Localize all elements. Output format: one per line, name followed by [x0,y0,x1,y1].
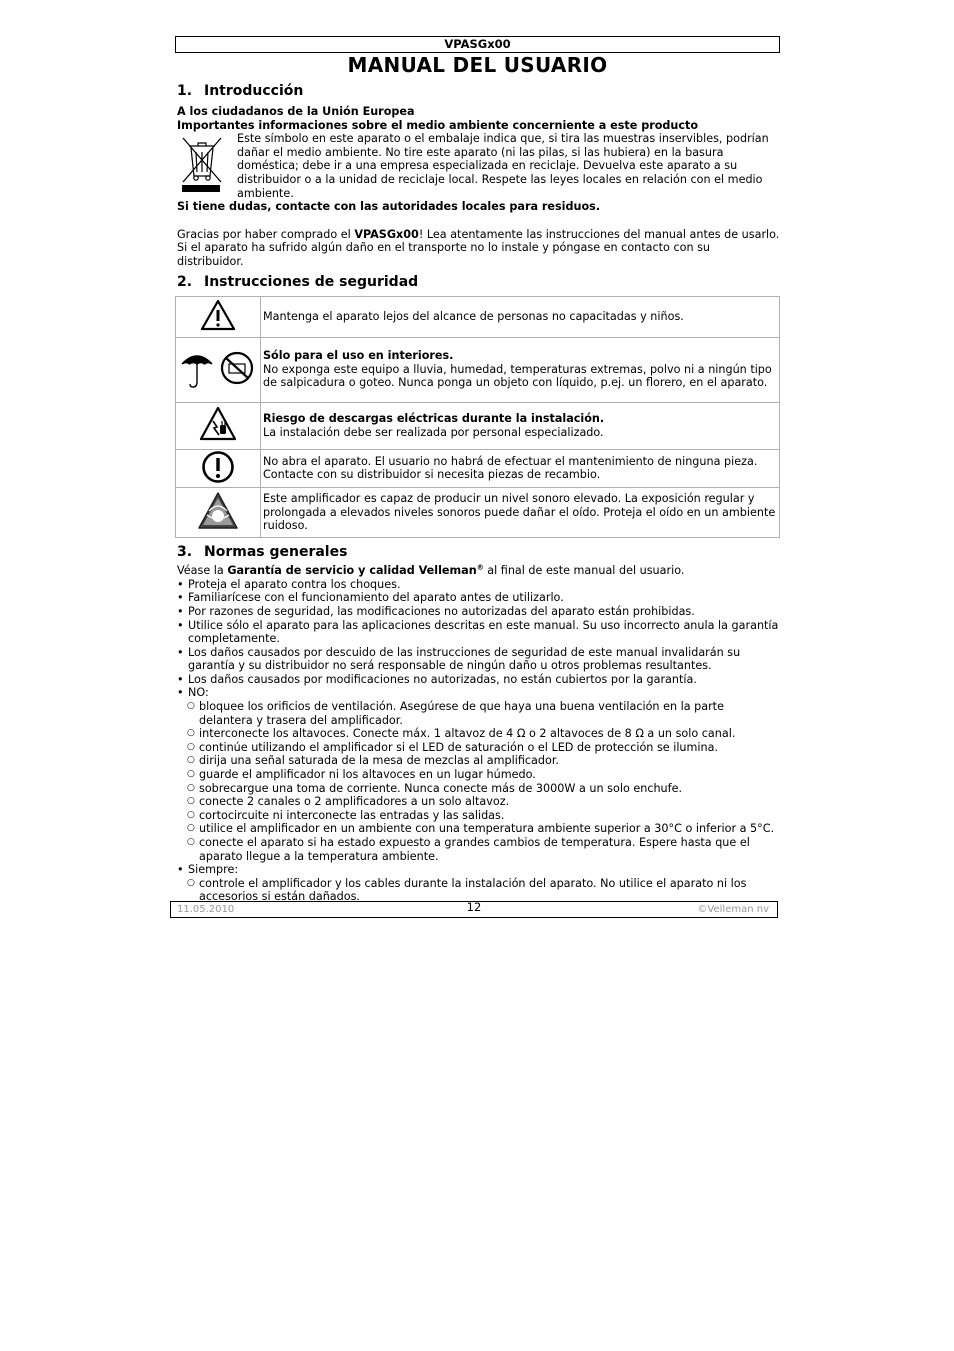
page-title: MANUAL DEL USUARIO [347,53,608,77]
weee-crossed-bin-icon [175,132,237,200]
list-item: • Los daños causados por descuido de las instrucciones de seguridad de este manual invalidarán su garantía y su distribuidor no será responsable de ningún daño u otros problemas resultantes. [175,646,780,673]
header-model: VPASGx00 [175,36,780,53]
sub-list-item: ○ bloquee los orificios de ventilación. Asegúrese de que haya una buena ventilación en la parte delantera y trasera del amplificador. [175,700,780,727]
safety-row [176,402,780,449]
list-item: • Por razones de seguridad, las modificaciones no autorizadas del aparato están prohibidas. [175,605,780,619]
exclamation-circle-icon [176,449,261,488]
safety-row [176,488,780,538]
thanks-paragraph: Gracias por haber comprado el VPASGx00! Lea atentamente las instrucciones del manual antes de usarlo. Si el aparato ha sufrido algún daño en el transporte no lo instale y póngase en contacto con su distribuidor. [177,227,780,268]
weee-text: Este símbolo en este aparato o el embalaje indica que, si tira las muestras inservibles, podrían dañar el medio ambiente. No tire este aparato (ni las pilas, si las hubiera) en la basura doméstica; debe ir a una empresa especializada en reciclaje. Devuelva este aparato a su distribuidor o a la unidad de reciclaje local. Respete las leyes locales en relación con el medio ambiente. [237,132,769,200]
sub-list-item: ○ continúe utilizando el amplificador si el LED de saturación o el LED de protección se ilumina. [175,741,780,755]
weee-block [175,132,780,200]
umbrella-no-water-icon [176,337,261,402]
list-item-always: • Siempre: ○ controle el amplificador y los cables durante la instalación del aparato. No utilice el aparato ni los accesorios si están dañados. [175,863,780,904]
eu-heading: A los ciudadanos de la Unión Europea [177,105,415,118]
list-item: • Familiarícese con el funcionamiento del aparato antes de utilizarlo. [175,591,780,605]
doubts-note: Si tiene dudas, contacte con las autoridades locales para residuos. [177,200,601,214]
general-rules-list [175,578,780,904]
sub-list-item: ○ dirija una señal saturada de la mesa de mezclas al amplificador. [175,754,780,768]
no-list [175,700,780,863]
sub-list-item: ○ interconecte los altavoces. Conecte máx. 1 altavoz de 4 Ω o 2 altavoces de 8 Ω a un solo canal. [175,727,780,741]
electric-shock-icon [176,402,261,449]
footer-copyright: ©Velleman nv [697,904,769,915]
safety-row [176,449,780,488]
safety-row [176,296,780,337]
sub-list-item: ○ sobrecargue una toma de corriente. Nunca conecte más de 3000W a un solo enchufe. [175,782,780,796]
env-heading: Importantes informaciones sobre el medio ambiente concerniente a este producto [177,118,699,132]
sub-list-item: ○ utilice el amplificador en un ambiente con una temperatura ambiente superior a 30°C o inferior a 5°C. [175,822,780,836]
safety-row-text: Este amplificador es capaz de producir un nivel sonoro elevado. La exposición regular y prolongada a elevados niveles sonoros puede dañar el oído. Proteja el oído en un ambiente ruidoso. [261,488,780,538]
section-heading-safety: 2. Instrucciones de seguridad [177,273,419,290]
safety-row-text: Sólo para el uso en interiores. No exponga este equipo a lluvia, humedad, temperaturas extremas, polvo ni a ningún tipo de salpicadura o goteo. Nunca ponga un objeto con líquido, p.ej. un florero, en el aparato. [261,337,780,402]
section-heading-intro: 1. Introducción [177,83,304,99]
hearing-damage-icon [176,488,261,538]
safety-row-text: No abra el aparato. El usuario no habrá de efectuar el mantenimiento de ninguna pieza. Contacte con su distribuidor si necesita piezas de recambio. [261,449,780,488]
sub-list-item: ○ conecte 2 canales o 2 amplificadores a un solo altavoz. [175,795,780,809]
safety-row [176,337,780,402]
list-item: • Proteja el aparato contra los choques. [175,578,780,592]
list-item: • Utilice sólo el aparato para las aplicaciones descritas en este manual. Su uso incorrecto anula la garantía completamente. [175,619,780,646]
sub-list-item: ○ cortocircuite ni interconecte las entradas y las salidas. [175,809,780,823]
sub-list-item: ○ controle el amplificador y los cables durante la instalación del aparato. No utilice el aparato ni los accesorios si están dañados. [175,877,780,904]
page-footer [170,901,778,918]
list-item-no: • NO: ○ bloquee los orificios de ventilación. Asegúrese de que haya una buena ventilación en la parte delantera y trasera del amplificador. ○ interconecte los altavoces. Conecte máx. 1 altavoz de 4 Ω o 2 altavoces de 8 Ω a un solo canal. ○ continúe utilizando el amplificador si el LED de saturación o el LED de protección se ilumina. ○ dirija una señal saturada de la mesa de mezclas al amplificador. ○ guarde el amplificador ni los altavoces en un lugar húmedo. ○ sobrecargue una toma de corriente. Nunca conecte más de 3000W a un solo enchufe. ○ conecte 2 canales o 2 amplificadores a un solo altavoz. ○ cortocircuite ni interconecte las entradas y las salidas. ○ utilice el amplificador en un ambiente con una temperatura ambiente superior a 30°C o inferior a 5°C. ○ conecte el aparato si ha estado expuesto a grandes cambios de temperatura. Espere hasta que el aparato llegue a la temperatura ambiente. [175,686,780,863]
list-item: • Los daños causados por modificaciones no autorizadas, no están cubiertos por la garantía. [175,673,780,687]
sub-list-item: ○ guarde el amplificador ni los altavoces en un lugar húmedo. [175,768,780,782]
sub-list-item: ○ conecte el aparato si ha estado expuesto a grandes cambios de temperatura. Espere hasta que el aparato llegue a la temperatura ambiente. [175,836,780,863]
safety-row-text: Riesgo de descargas eléctricas durante la instalación. La instalación debe ser realizada por personal especializado. [261,402,780,449]
footer-date: 11.05.2010 [177,904,235,915]
document-page [175,36,780,904]
warning-triangle-icon [176,296,261,337]
section-heading-general: 3. Normas generales [177,544,348,561]
safety-table [175,296,780,539]
warranty-reference: Véase la Garantía de servicio y calidad Velleman® al final de este manual del usuario. [177,563,685,578]
page-number: 12 [466,900,482,914]
safety-row-text: Mantenga el aparato lejos del alcance de personas no capacitadas y niños. [261,296,780,337]
